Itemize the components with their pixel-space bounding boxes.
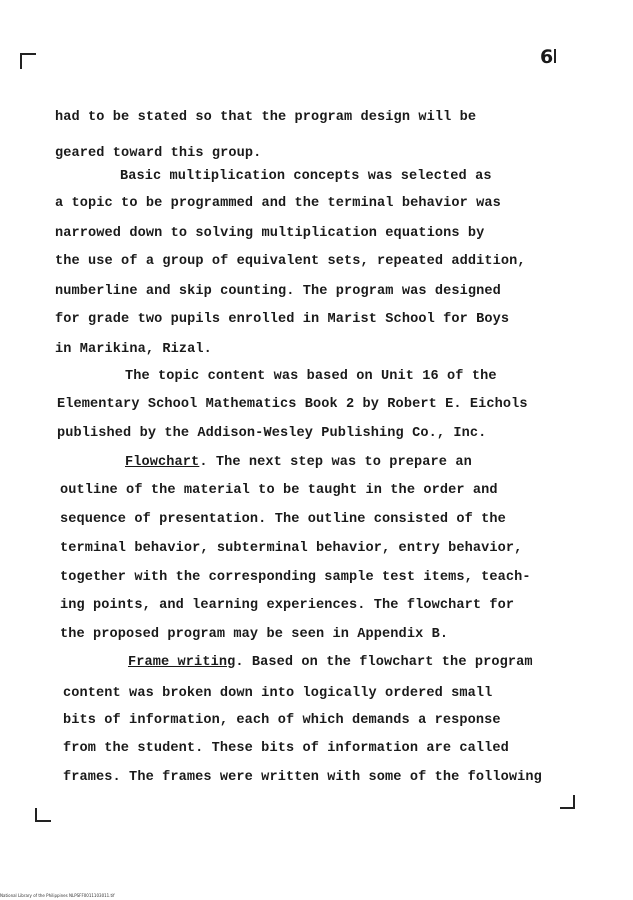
text-line: frames. The frames were written with some of the following bbox=[63, 770, 542, 785]
crop-mark-bottom-right bbox=[560, 795, 575, 809]
text-line: terminal behavior, subterminal behavior, entry behavior, bbox=[60, 541, 523, 556]
text-line: sequence of presentation. The outline consisted of the bbox=[60, 512, 506, 527]
text-line: had to be stated so that the program design will be bbox=[55, 110, 477, 125]
text-line: in Marikina, Rizal. bbox=[55, 342, 212, 357]
text-line: bits of information, each of which demands a response bbox=[63, 713, 501, 728]
frame-writing-heading-rest: . Based on the flowchart the program bbox=[235, 655, 533, 670]
text-line: numberline and skip counting. The program was designed bbox=[55, 284, 501, 299]
text-line: published by the Addison-Wesley Publishing Co., Inc. bbox=[57, 426, 487, 441]
text-line: from the student. These bits of information are called bbox=[63, 741, 509, 756]
text-line: ing points, and learning experiences. The flowchart for bbox=[60, 598, 515, 613]
frame-writing-heading: Frame writing bbox=[128, 655, 236, 670]
text-line: for grade two pupils enrolled in Marist School for Boys bbox=[55, 312, 510, 327]
text-line: the proposed program may be seen in Appendix B. bbox=[60, 627, 449, 642]
page-number: 6 bbox=[540, 46, 554, 68]
text-line: outline of the material to be taught in the order and bbox=[60, 483, 498, 498]
flowchart-heading-line bbox=[125, 455, 472, 470]
text-line: a topic to be programmed and the terminal behavior was bbox=[55, 196, 501, 211]
text-line: narrowed down to solving multiplication equations by bbox=[55, 226, 485, 241]
flowchart-heading-rest: . The next step was to prepare an bbox=[199, 455, 472, 470]
text-line: together with the corresponding sample test items, teach- bbox=[60, 570, 531, 585]
crop-mark-top-right bbox=[554, 49, 556, 63]
text-line: the use of a group of equivalent sets, repeated addition, bbox=[55, 254, 526, 269]
text-line: geared toward this group. bbox=[55, 146, 262, 161]
frame-writing-heading-line bbox=[128, 655, 533, 670]
text-line: Elementary School Mathematics Book 2 by Robert E. Eichols bbox=[57, 397, 528, 412]
text-line: content was broken down into logically ordered small bbox=[63, 686, 493, 701]
crop-mark-bottom-left bbox=[35, 808, 51, 822]
crop-mark-top-left bbox=[20, 53, 36, 69]
text-line: Basic multiplication concepts was selected as bbox=[120, 169, 492, 184]
text-line: The topic content was based on Unit 16 of the bbox=[125, 369, 497, 384]
flowchart-heading: Flowchart bbox=[125, 455, 200, 470]
scan-footer: National Library of the Philippines NLPSFF0011103011.tif bbox=[0, 893, 115, 898]
